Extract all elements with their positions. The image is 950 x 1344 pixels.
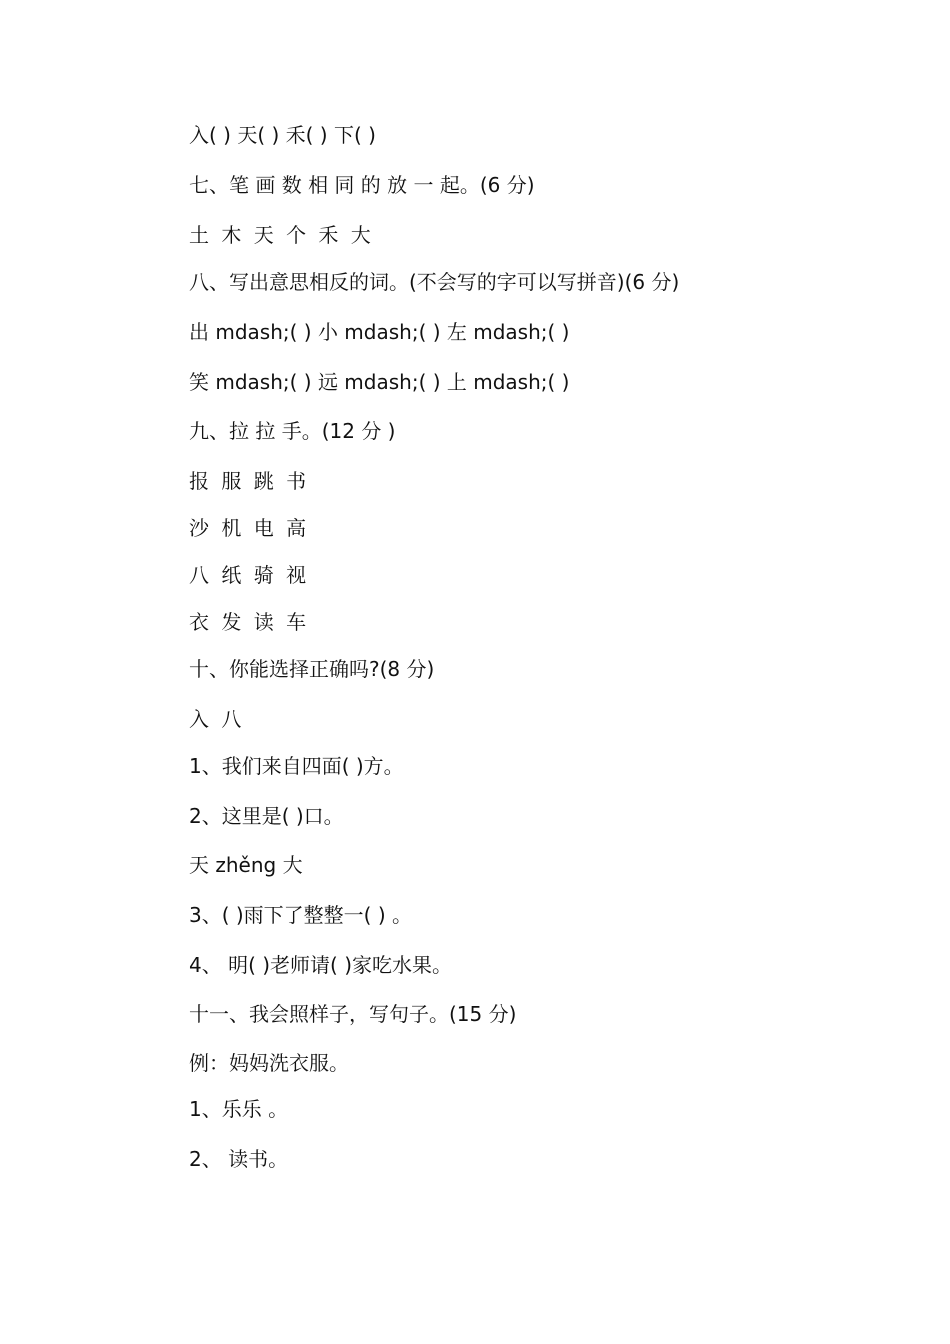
text-line: 报 服 跳 书 bbox=[189, 469, 310, 493]
text-line: 出 mdash;( ) 小 mdash;( ) 左 mdash;( ) bbox=[189, 320, 570, 344]
text-line: 八 纸 骑 视 bbox=[189, 563, 310, 587]
text-line: 4、 明( )老师请( )家吃水果。 bbox=[189, 953, 453, 977]
question-heading: 八、写出意思相反的词。(不会写的字可以写拼音)(6 分) bbox=[189, 270, 680, 294]
text-line: 2、 读书。 bbox=[189, 1147, 289, 1171]
text-line: 1、我们来自四面( )方。 bbox=[189, 754, 404, 778]
question-heading: 七、笔 画 数 相 同 的 放 一 起。(6 分) bbox=[189, 173, 535, 197]
question-heading: 十一、我会照样子，写句子。(15 分) bbox=[189, 1002, 517, 1026]
question-heading: 十、你能选择正确吗?(8 分) bbox=[189, 657, 435, 681]
text-line: 天 zhěng 大 bbox=[189, 853, 303, 877]
text-line: 入( ) 天( ) 禾( ) 下( ) bbox=[189, 123, 376, 147]
question-heading: 九、拉 拉 手。(12 分 ) bbox=[189, 419, 396, 443]
text-line: 沙 机 电 高 bbox=[189, 516, 310, 540]
text-line: 3、( )雨下了整整一( ) 。 bbox=[189, 903, 413, 927]
text-line: 1、乐乐 。 bbox=[189, 1097, 289, 1121]
text-line: 入 八 bbox=[189, 707, 245, 731]
text-line: 土 木 天 个 禾 大 bbox=[189, 223, 374, 247]
text-line: 笑 mdash;( ) 远 mdash;( ) 上 mdash;( ) bbox=[189, 370, 570, 394]
text-line: 衣 发 读 车 bbox=[189, 610, 310, 634]
text-line: 2、这里是( )口。 bbox=[189, 804, 344, 828]
text-line: 例：妈妈洗衣服。 bbox=[189, 1051, 349, 1075]
